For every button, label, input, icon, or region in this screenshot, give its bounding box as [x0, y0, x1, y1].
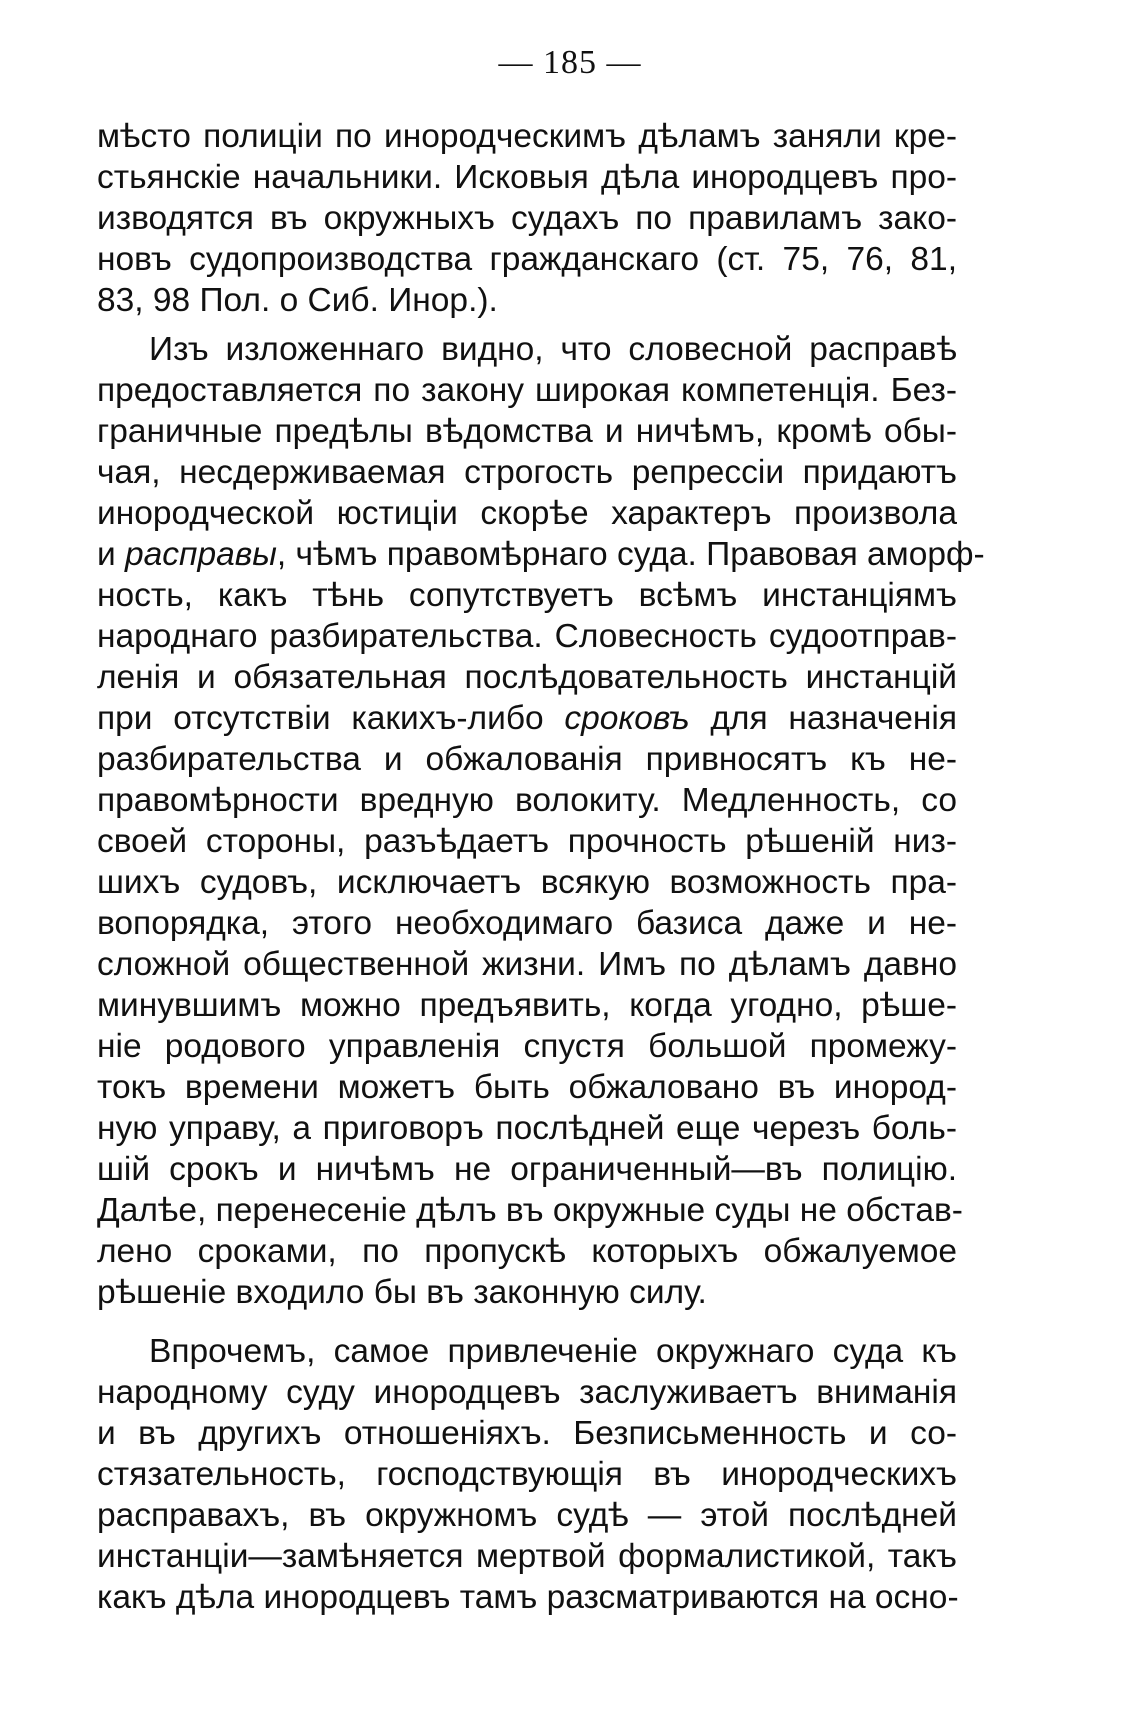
text-line: граничные предѣлы вѣдомства и ничѣмъ, кромѣ обы- — [97, 413, 957, 450]
text-line: чая, несдерживаемая строгость репрессіи придаютъ — [97, 454, 957, 491]
text-line: шихъ судовъ, исключаетъ всякую возможность пра- — [97, 864, 957, 901]
italic-term: сроковъ — [564, 700, 690, 737]
body-text — [97, 116, 985, 1618]
text-line: стьянскіе начальники. Исковыя дѣла инородцевъ про- — [97, 159, 957, 196]
italic-term: расправы — [125, 536, 277, 573]
text-line — [97, 534, 985, 575]
text-line: правомѣрности вредную волокиту. Медленность, со — [97, 782, 957, 819]
text-line: инородческой юстиціи скорѣе характеръ произвола — [97, 495, 957, 532]
text-line: какъ дѣла инородцевъ тамъ разсматриваются на осно- — [97, 1579, 959, 1616]
text-segment: и — [97, 536, 126, 573]
text-line: народнаго разбирательства. Словесность судоотправ- — [97, 618, 957, 655]
text-line: инстанціи—замѣняется мертвой формалистикой, такъ — [97, 1538, 957, 1575]
text-line: расправахъ, въ окружномъ судѣ — этой послѣдней — [97, 1497, 957, 1534]
text-line: Изъ изложеннаго видно, что словесной расправѣ — [149, 331, 957, 368]
text-line: своей стороны, разъѣдаетъ прочность рѣшеній низ- — [97, 823, 957, 860]
text-line: изводятся въ окружныхъ судахъ по правиламъ зако- — [97, 200, 957, 237]
text-line: ную управу, а приговоръ послѣдней еще черезъ боль- — [97, 1110, 957, 1147]
text-line: Впрочемъ, самое привлеченіе окружнаго суда къ — [149, 1333, 957, 1370]
text-line: ніе родового управленія спустя большой промежу- — [97, 1028, 957, 1065]
text-line: Далѣе, перенесеніе дѣлъ въ окружные суды не обстав- — [97, 1192, 963, 1229]
text-line: минувшимъ можно предъявить, когда угодно, рѣше- — [97, 987, 957, 1024]
text-segment: для назначенія — [689, 700, 957, 737]
text-segment: при отсутствіи какихъ-либо — [97, 700, 565, 737]
text-line: сложной общественной жизни. Имъ по дѣламъ давно — [97, 946, 957, 983]
text-line: рѣшеніе входило бы въ законную силу. — [97, 1274, 707, 1311]
text-line: токъ времени можетъ быть обжаловано въ инород- — [97, 1069, 957, 1106]
text-line: ность, какъ тѣнь сопутствуетъ всѣмъ инстанціямъ — [97, 577, 957, 614]
text-line: ленія и обязательная послѣдовательность инстанцій — [97, 659, 957, 696]
text-line: стязательность, господствующія въ инородческихъ — [97, 1456, 957, 1493]
text-line: 83, 98 Пол. о Сиб. Инор.). — [97, 282, 498, 319]
text-line: разбирательства и обжалованія привносятъ къ не- — [97, 741, 957, 778]
text-line: мѣсто полиціи по инородческимъ дѣламъ заняли кре- — [97, 118, 957, 155]
page-number: — 185 — — [498, 44, 642, 81]
text-line — [97, 698, 957, 739]
text-line: лено сроками, по пропускѣ которыхъ обжалуемое — [97, 1233, 957, 1270]
text-segment: , чѣмъ правомѣрнаго суда. Правовая аморф- — [276, 536, 985, 573]
text-line: новъ судопроизводства гражданскаго (ст. 75, 76, 81, — [97, 241, 957, 278]
text-line: вопорядка, этого необходимаго базиса даже и не- — [97, 905, 957, 942]
text-line: шій срокъ и ничѣмъ не ограниченный—въ полицію. — [97, 1151, 957, 1188]
text-line: и въ другихъ отношеніяхъ. Безписьменность и со- — [97, 1415, 957, 1452]
text-line: народному суду инородцевъ заслуживаетъ вниманія — [97, 1374, 957, 1411]
text-line: предоставляется по закону широкая компетенція. Без- — [97, 372, 957, 409]
